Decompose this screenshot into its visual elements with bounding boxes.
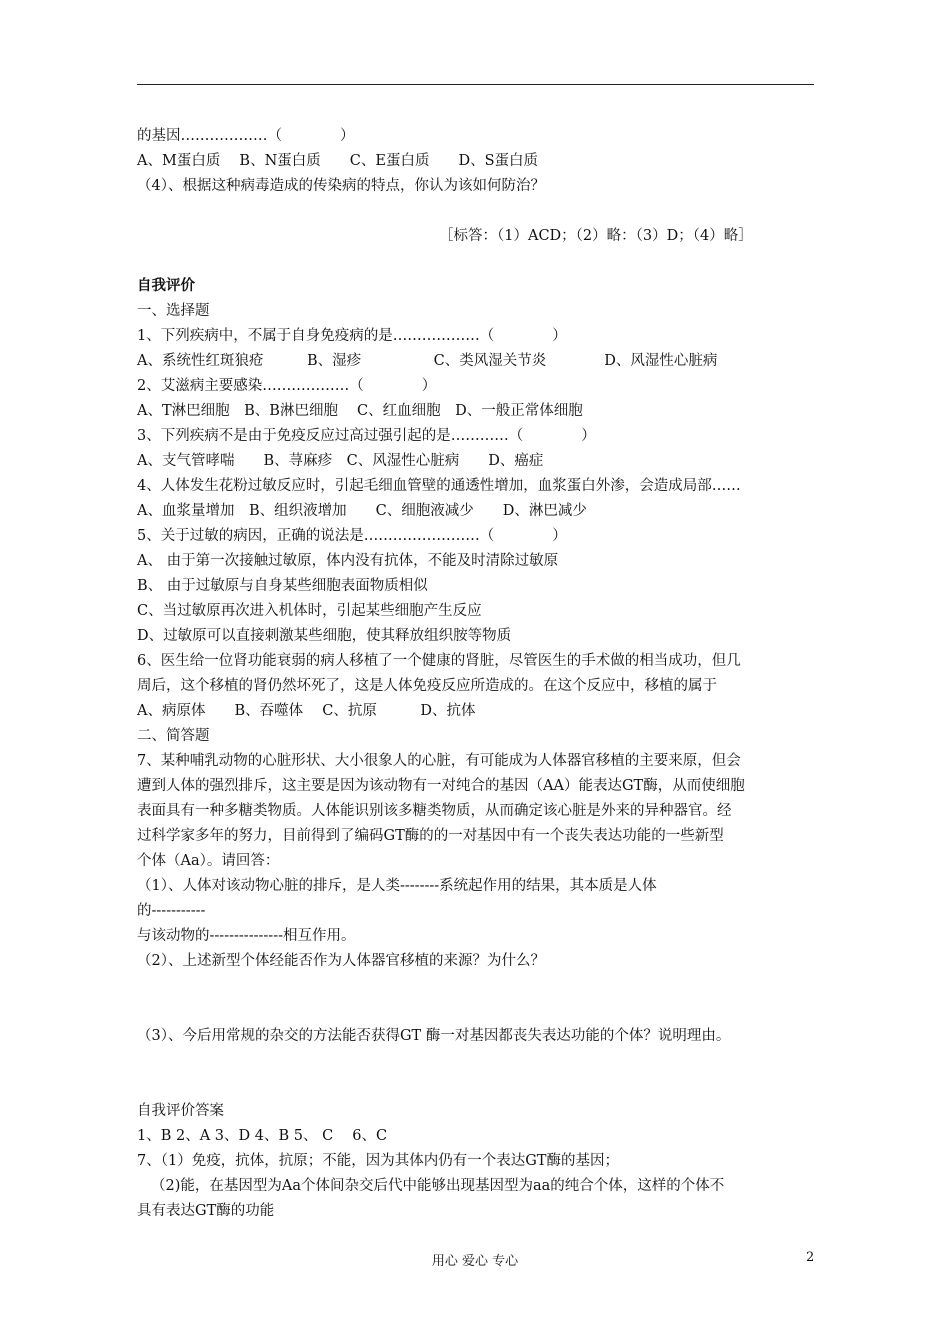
- text-line: A、病原体 B、吞噬体 C、抗原 D、抗体: [137, 703, 476, 719]
- text-line: 一、选择题: [137, 303, 210, 319]
- text-line: 1、下列疾病中，不属于自身免疫病的是………………（ ）: [137, 328, 567, 344]
- text-line: 周后，这个移植的肾仍然坏死了，这是人体免疫反应所造成的。在这个反应中，移植的属于: [137, 678, 717, 694]
- text-line: B、 由于过敏原与自身某些细胞表面物质相似: [137, 578, 428, 594]
- text-line: 二、简答题: [137, 728, 210, 744]
- text-line: 自我评价答案: [137, 1103, 224, 1119]
- text-line: 与该动物的---------------相互作用。: [137, 928, 356, 944]
- text-line: A、血浆量增加 B、组织液增加 C、细胞液减少 D、淋巴减少: [137, 503, 587, 519]
- section-heading: 自我评价: [137, 278, 195, 294]
- text-line: （3）、今后用常规的杂交的方法能否获得GT 酶一对基因都丧失表达功能的个体？说明理由。: [137, 1028, 731, 1044]
- text-line: 1、B 2、A 3、D 4、B 5、 C 6、C: [137, 1128, 388, 1144]
- text-line: A、系统性红斑狼疮 B、湿疹 C、类风湿关节炎 D、风湿性心脏病: [137, 353, 718, 369]
- text-line: A、支气管哮喘 B、荨麻疹 C、风湿性心脏病 D、癌症: [137, 453, 544, 469]
- text-line: A、M蛋白质 B、N蛋白质 C、E蛋白质 D、S蛋白质: [137, 153, 539, 169]
- text-line: 5、关于过敏的病因，正确的说法是……………………（ ）: [137, 528, 567, 544]
- text-line: （1）、人体对该动物心脏的排斥，是人类--------系统起作用的结果，其本质是人体: [137, 878, 657, 894]
- text-line: A、 由于第一次接触过敏原，体内没有抗体，不能及时清除过敏原: [137, 553, 559, 569]
- header-rule: [137, 84, 814, 85]
- text-line: 2、艾滋病主要感染………………（ ）: [137, 378, 437, 394]
- text-line: （2）、上述新型个体经能否作为人体器官移植的来源？为什么？: [137, 953, 545, 969]
- text-line: 过科学家多年的努力，目前得到了编码GT酶的的一对基因中有一个丧失表达功能的一些新型: [137, 828, 724, 844]
- text-line: 个体（Aa）。请回答：: [137, 853, 280, 869]
- text-line: 7、（1）免疫，抗体，抗原；不能，因为其体内仍有一个表达GT酶的基因；: [137, 1153, 619, 1169]
- text-line: （4）、根据这种病毒造成的传染病的特点，你认为该如何防治？: [137, 178, 545, 194]
- page-number: 2: [806, 1250, 815, 1265]
- text-line: 表面具有一种多糖类物质。人体能识别该多糖类物质，从而确定该心脏是外来的异种器官。经: [137, 803, 732, 819]
- text-line: A、T淋巴细胞 B、B淋巴细胞 C、红血细胞 D、一般正常体细胞: [137, 403, 583, 419]
- page-footer: 用心 爱心 专心: [431, 1254, 519, 1269]
- text-line: D、过敏原可以直接刺激某些细胞，使其释放组织胺等物质: [137, 628, 512, 644]
- text-line: 的-----------: [137, 903, 206, 919]
- text-line: C、当过敏原再次进入机体时，引起某些细胞产生反应: [137, 603, 482, 619]
- text-line: （2)能，在基因型为Aa个体间杂交后代中能够出现基因型为aa的纯合个体，这样的个体不: [151, 1178, 725, 1194]
- text-line: ［标答：（1）ACD；（2）略：（3）D；（4）略］: [439, 228, 753, 244]
- text-line: 遭到人体的强烈排斥，这主要是因为该动物有一对纯合的基因（AA）能表达GT酶，从而使细胞: [137, 778, 745, 794]
- text-line: 的基因………………（ ）: [137, 128, 355, 144]
- text-line: 具有表达GT酶的功能: [137, 1203, 275, 1219]
- text-line: 6、医生给一位肾功能衰弱的病人移植了一个健康的肾脏，尽管医生的手术做的相当成功，但几: [137, 653, 741, 669]
- text-line: 4、人体发生花粉过敏反应时，引起毛细血管壁的通透性增加，血浆蛋白外渗，会造成局部……: [137, 478, 741, 494]
- text-line: 7、某种哺乳动物的心脏形状、大小很象人的心脏，有可能成为人体器官移植的主要来原，但会: [137, 753, 741, 769]
- text-line: 3、下列疾病不是由于免疫反应过高过强引起的是…………（ ）: [137, 428, 596, 444]
